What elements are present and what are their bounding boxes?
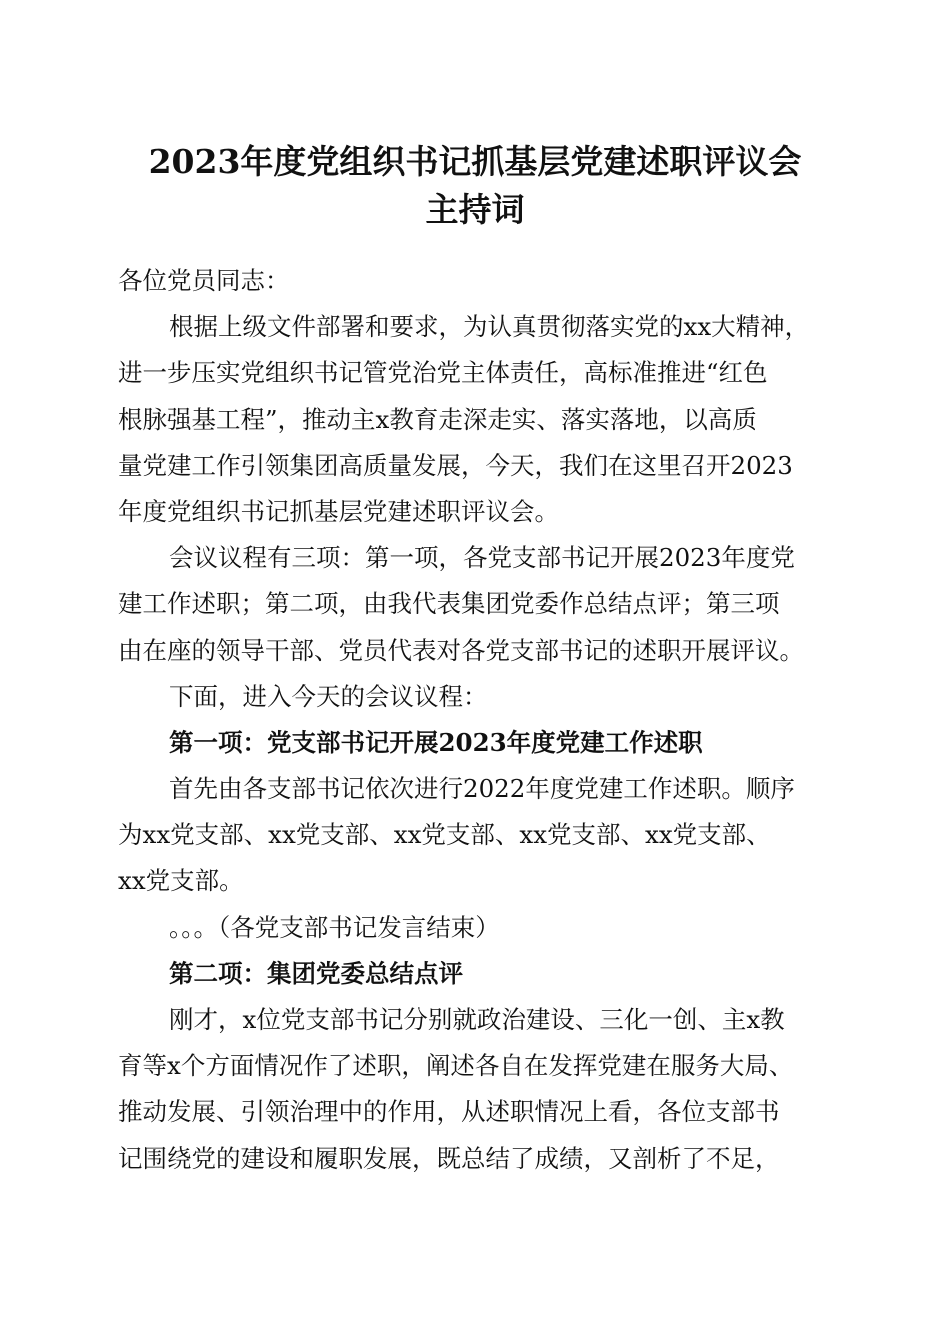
body-text-line: 各位党员同志：: [118, 266, 290, 295]
body-text-line: xx党支部。: [118, 866, 244, 896]
body-text-line: 刚才，x位党支部书记分别就政治建设、三化一创、主x教: [169, 1005, 785, 1034]
body-text-line: 为xx党支部、xx党支部、xx党支部、xx党支部、xx党支部、: [118, 820, 771, 850]
document-title-line-2: 主持词: [425, 190, 525, 229]
body-text-line: 建工作述职；第二项，由我代表集团党委作总结点评；第三项: [118, 589, 780, 619]
body-text-line: 推动发展、引领治理中的作用，从述职情况上看，各位支部书: [118, 1097, 780, 1127]
body-text-line: 量党建工作引领集团高质量发展，今天，我们在这里召开2023: [118, 450, 793, 480]
body-text-line: 进一步压实党组织书记管党治党主体责任，高标准推进“红色: [118, 358, 768, 388]
body-text-line: 记围绕党的建设和履职发展，既总结了成绩，又剖析了不足，: [118, 1143, 780, 1173]
body-text-line: 年度党组织书记抓基层党建述职评议会。: [118, 496, 559, 526]
body-text-line: 根据上级文件部署和要求，为认真贯彻落实党的xx大精神，: [169, 312, 810, 342]
document-title-line-1: 2023年度党组织书记抓基层党建述职评议会: [148, 142, 802, 181]
body-text-line: 首先由各支部书记依次进行2022年度党建工作述职。顺序: [169, 774, 795, 804]
body-text-line: 根脉强基工程”，推动主x教育走深走实、落实落地，以高质: [118, 404, 757, 434]
body-text-line: 育等x个方面情况作了述职，阐述各自在发挥党建在服务大局、: [118, 1051, 794, 1081]
body-text-line: 由在座的领导干部、党员代表对各党支部书记的述职开展评议。: [118, 635, 804, 665]
section-heading-line: 第二项：集团党委总结点评: [169, 958, 463, 988]
section-heading-line: 第一项：党支部书记开展2023年度党建工作述职: [169, 727, 703, 757]
body-text-line: 下面，进入今天的会议议程：: [169, 681, 488, 711]
body-text-line: 。。。（各党支部书记发言结束）: [169, 912, 500, 942]
document-body: [118, 258, 838, 1182]
body-text-line: 会议议程有三项：第一项，各党支部书记开展2023年度党: [169, 543, 795, 573]
